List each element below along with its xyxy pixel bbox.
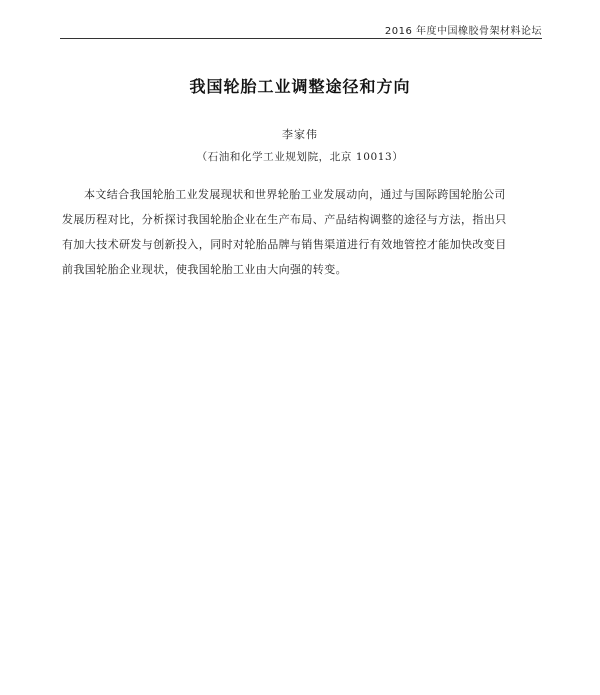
paper-title: 我国轮胎工业调整途径和方向 xyxy=(189,77,411,96)
abstract-line: 前我国轮胎企业现状，使我国轮胎工业由大向强的转变。 xyxy=(62,263,347,276)
running-header: 2016 年度中国橡胶骨架材料论坛 xyxy=(384,26,542,37)
header-rule xyxy=(60,38,542,39)
abstract-line: 本文结合我国轮胎工业发展现状和世界轮胎工业发展动向，通过与国际跨国轮胎公司 xyxy=(84,188,506,201)
abstract-paragraph xyxy=(62,182,540,282)
abstract-line: 发展历程对比，分析探讨我国轮胎企业在生产布局、产品结构调整的途径与方法，指出只 xyxy=(62,213,507,226)
abstract-line: 有加大技术研发与创新投入，同时对轮胎品牌与销售渠道进行有效地管控才能加快改变目 xyxy=(62,238,507,251)
author-affiliation: （石油和化学工业规划院，北京 10013） xyxy=(196,151,404,163)
author-name: 李家伟 xyxy=(282,128,318,141)
